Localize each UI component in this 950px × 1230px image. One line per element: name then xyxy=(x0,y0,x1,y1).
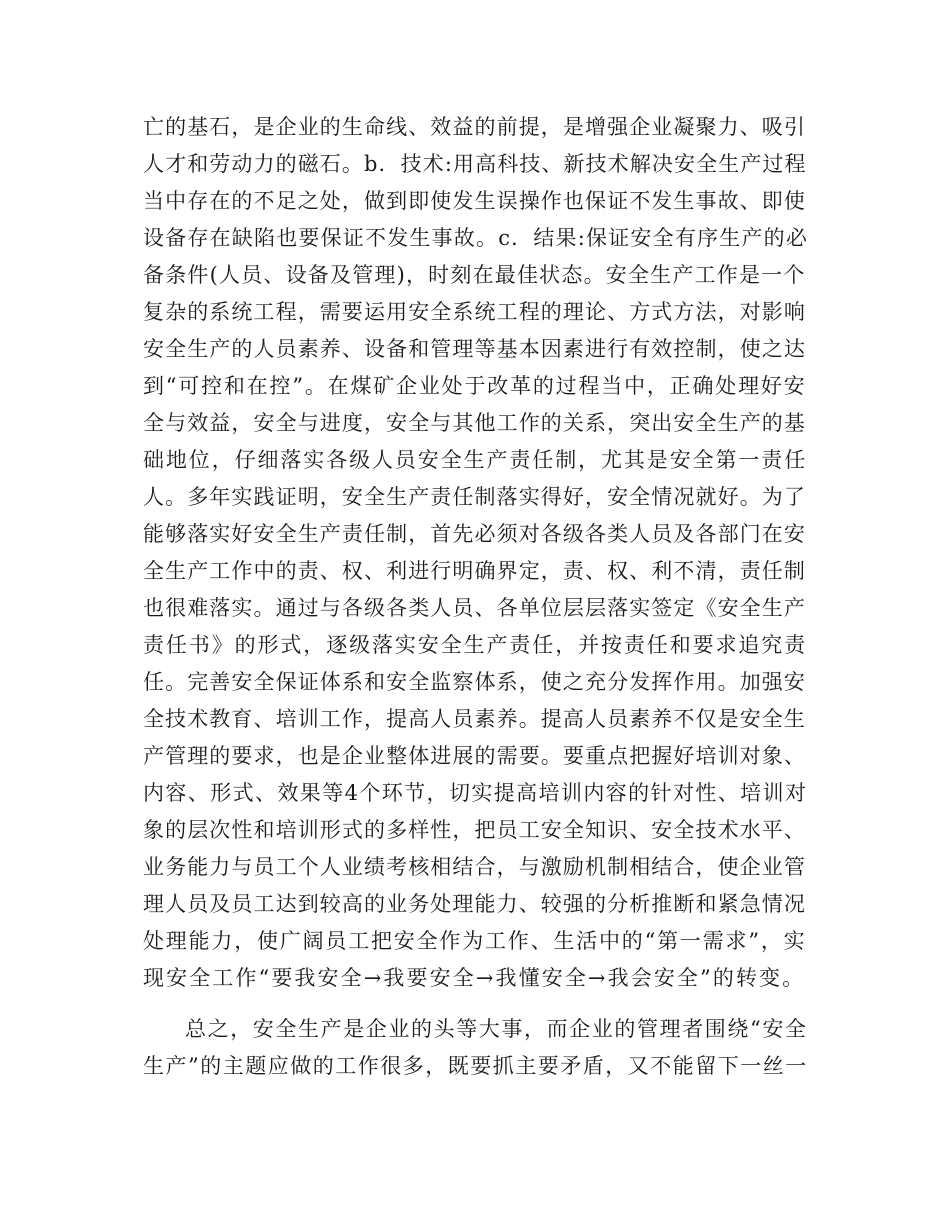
paragraph-1-line-23: 处理能力，使广阔员工把安全作为工作、生活中的“第一需求”，实 xyxy=(143,929,807,953)
paragraph-1-line-1: 亡的基石，是企业的生命线、效益的前提，是增强企业凝聚力、吸引 xyxy=(143,115,806,139)
paragraph-1-line-8: 到“可控和在控”。在煤矿企业处于改革的过程当中，正确处理好安 xyxy=(143,374,807,398)
paragraph-1-line-20: 象的层次性和培训形式的多样性，把员工安全知识、安全技术水平、 xyxy=(143,818,806,842)
paragraph-1-line-13: 全生产工作中的责、权、利进行明确界定，责、权、利不清，责任制 xyxy=(143,559,806,583)
paragraph-1-line-3: 当中存在的不足之处，做到即使发生误操作也保证不发生事故、即使 xyxy=(143,189,806,213)
paragraph-1-line-5: 备条件(人员、设备及管理)，时刻在最佳状态。安全生产工作是一个 xyxy=(143,263,806,287)
paragraph-1-line-18: 产管理的要求，也是企业整体进展的需要。要重点把握好培训对象、 xyxy=(143,744,806,768)
paragraph-1-line-17: 全技术教育、培训工作，提高人员素养。提高人员素养不仅是安全生 xyxy=(143,707,806,731)
paragraph-1-line-4: 设备存在缺陷也要保证不发生事故。c．结果:保证安全有序生产的必 xyxy=(143,226,809,250)
paragraph-1-line-7: 安全生产的人员素养、设备和管理等基本因素进行有效控制，使之达 xyxy=(143,337,806,361)
paragraph-1-line-6: 复杂的系统工程，需要运用安全系统工程的理论、方式方法，对影响 xyxy=(143,300,806,324)
paragraph-1-line-16: 任。完善安全保证体系和安全监察体系，使之充分发挥作用。加强安 xyxy=(143,670,806,694)
paragraph-1-line-14: 也很难落实。通过与各级各类人员、各单位层层落实签定《安全生产 xyxy=(143,596,806,620)
paragraph-2-line-2: 生产”的主题应做的工作很多，既要抓主要矛盾，又不能留下一丝一 xyxy=(143,1054,808,1078)
paragraph-2-line-1: 总之，安全生产是企业的头等大事，而企业的管理者围绕“安全 xyxy=(185,1017,808,1041)
paragraph-1-line-9: 全与效益，安全与进度，安全与其他工作的关系，突出安全生产的基 xyxy=(143,411,806,435)
paragraph-1-line-21: 业务能力与员工个人业绩考核相结合，与激励机制相结合，使企业管 xyxy=(143,855,806,879)
paragraph-1-line-15: 责任书》的形式，逐级落实安全生产责任，并按责任和要求追究责 xyxy=(143,633,808,657)
paragraph-1-line-2: 人才和劳动力的磁石。b．技术:用高科技、新技术解决安全生产过程 xyxy=(143,152,807,176)
paragraph-1-line-11: 人。多年实践证明，安全生产责任制落实得好，安全情况就好。为了 xyxy=(143,485,806,509)
paragraph-1-line-24: 现安全工作“要我安全→我要安全→我懂安全→我会安全”的转变。 xyxy=(143,966,806,990)
paragraph-1-line-12: 能够落实好安全生产责任制，首先必须对各级各类人员及各部门在安 xyxy=(143,522,806,546)
paragraph-1-line-19: 内容、形式、效果等4个环节，切实提高培训内容的针对性、培训对 xyxy=(143,781,808,805)
paragraph-1-line-10: 础地位，仔细落实各级人员安全生产责任制，尤其是安全第一责任 xyxy=(143,448,808,472)
paragraph-1-line-22: 理人员及员工达到较高的业务处理能力、较强的分析推断和紧急情况 xyxy=(143,892,806,916)
